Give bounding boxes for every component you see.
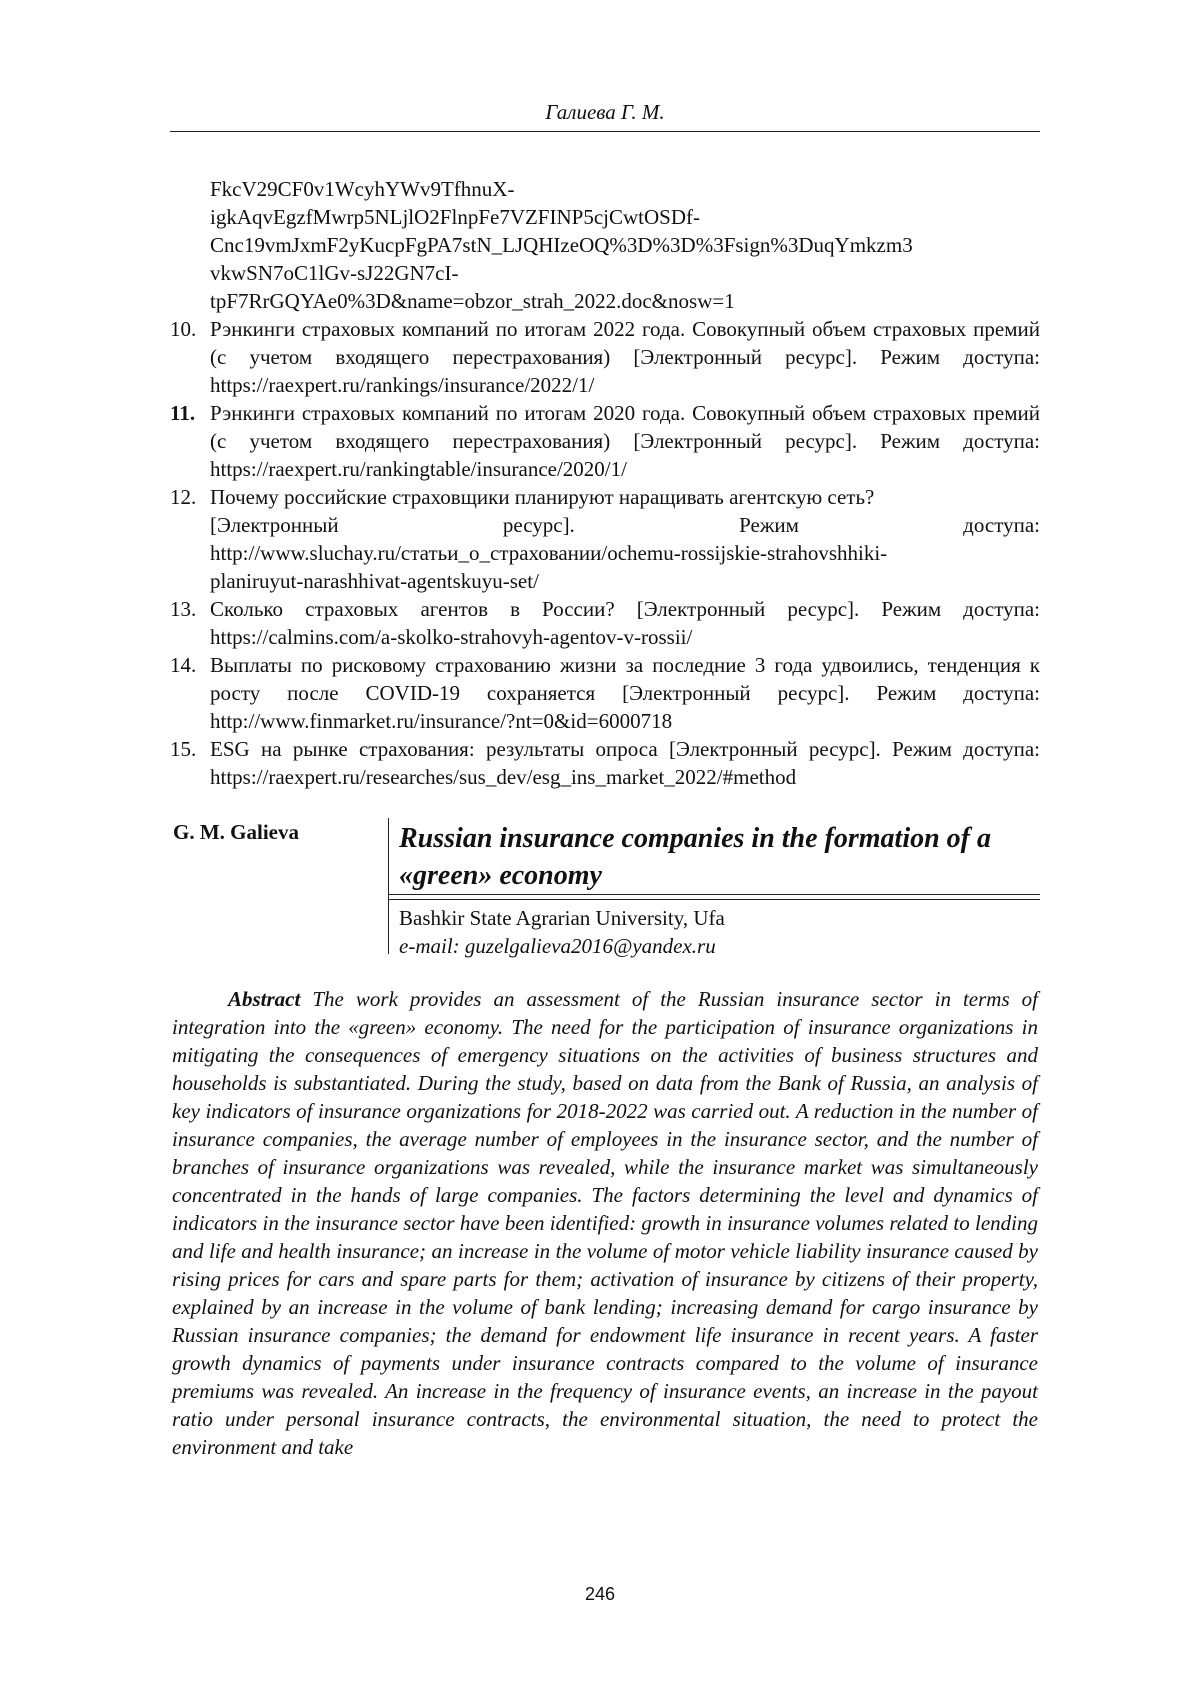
article-title-block xyxy=(388,818,1040,958)
reference-number: 14. xyxy=(170,653,197,677)
reference-item-12 xyxy=(170,483,1040,595)
reference-9-continuation xyxy=(210,175,1040,315)
url-fragment[interactable]: FkcV29CF0v1WcyhYWv9TfhnuX- xyxy=(210,177,515,201)
abstract-text: The work provides an assessment of the Russian insurance sector in terms of integration into the «green» economy. The need for the participation of insurance organizations in mitigating the consequences of emergency situations on the activities of business structures and households is substantiated. During the study, based on data from the Bank of Russia, an analysis of key indicators of insurance organizations for 2018-2022 was carried out. A reduction in the number of insurance companies, the average number of employees in the insurance sector, and the number of branches of insurance organizations was revealed, while the insurance market was simultaneously concentrated in the hands of large companies. The factors determining the level and dynamics of indicators in the insurance sector have been identified: growth in insurance volumes related to lending and life and health insurance; an increase in the volume of motor vehicle liability insurance caused by rising prices for cars and spare parts for them; activation of insurance by citizens of their property, explained by an increase in the volume of bank lending; increasing demand for cargo insurance by Russian insurance companies; the demand for endowment life insurance in recent years. A faster growth dynamics of payments under insurance contracts compared to the volume of insurance premiums was revealed. An increase in the frequency of insurance events, an increase in the payout ratio under personal insurance contracts, the environmental situation, the need to protect the environment and take xyxy=(172,987,1038,1459)
title-rule xyxy=(389,894,1040,895)
running-header: Галиева Г. М. xyxy=(545,100,665,124)
page-number: 246 xyxy=(584,1584,616,1604)
reference-text: Рэнкинги страховых компаний по итогам 2020 года. Совокупный объем страховых премий (с учетом входящего перестрахования) [Электронный ресурс]. Режим доступа: https://raexpert.ru/rankingtable/insurance/2020/1/ xyxy=(210,401,1040,481)
reference-line: Почему российские страховщики планируют наращивать агентскую сеть? xyxy=(210,485,875,509)
title-rule xyxy=(389,899,1040,900)
reference-item-10 xyxy=(170,315,1040,399)
reference-text: Выплаты по рисковому страхованию жизни за последние 3 года удвоились, тенденция к росту после COVID-19 сохраняется [Электронный ресурс]. Режим доступа: http://www.finmarket.ru/insurance/?nt=0&id=6000718 xyxy=(210,653,1040,733)
reference-url[interactable]: planiruyut-narashhivat-agentskuyu-set/ xyxy=(210,569,539,593)
reference-item-11 xyxy=(170,399,1040,483)
reference-number: 11. xyxy=(170,401,196,425)
reference-text: Рэнкинги страховых компаний по итогам 2022 года. Совокупный объем страховых премий (с учетом входящего перестрахования) [Электронный ресурс]. Режим доступа: https://raexpert.ru/rankings/insurance/2022/1/ xyxy=(210,317,1040,397)
reference-list xyxy=(170,175,1040,791)
article-author: G. M. Galieva xyxy=(173,820,299,844)
affiliation: Bashkir State Agrarian University, Ufa xyxy=(399,906,725,930)
url-fragment[interactable]: tpF7RrGQYAe0%3D&name=obzor_strah_2022.doc&nosw=1 xyxy=(210,289,735,313)
url-fragment[interactable]: vkwSN7oC1lGv-sJ22GN7cI- xyxy=(210,261,459,285)
header-rule xyxy=(170,131,1040,132)
reference-url[interactable]: http://www.sluchay.ru/статьи_о_страховании/ochemu-rossijskie-strahovshhiki- xyxy=(210,541,888,565)
abstract-label: Abstract xyxy=(228,987,301,1011)
reference-item-13 xyxy=(170,595,1040,651)
reference-number: 10. xyxy=(170,317,197,341)
reference-number: 15. xyxy=(170,737,197,761)
url-fragment[interactable]: igkAqvEgzfMwrp5NLjlO2FlnpFe7VZFINP5cjCwtOSDf- xyxy=(210,205,700,229)
reference-number: 13. xyxy=(170,597,197,621)
reference-line: [Электронный ресурс]. Режим доступа: xyxy=(210,513,1040,537)
reference-item-14 xyxy=(170,651,1040,735)
reference-item-15 xyxy=(170,735,1040,791)
url-fragment[interactable]: Cnc19vmJxmF2yKucpFgPA7stN_LJQHIzeOQ%3D%3D%3Fsign%3DuqYmkzm3 xyxy=(210,233,913,257)
reference-number: 12. xyxy=(170,485,197,509)
reference-text: Сколько страховых агентов в России? [Электронный ресурс]. Режим доступа: https://calmins.com/a-skolko-strahovyh-agentov-v-rossii/ xyxy=(210,597,1040,649)
article-title: Russian insurance companies in the formation of a «green» economy xyxy=(399,823,992,891)
affiliation-block xyxy=(399,904,725,960)
author-email[interactable]: e-mail: guzelgalieva2016@yandex.ru xyxy=(399,934,716,958)
reference-text: ESG на рынке страхования: результаты опроса [Электронный ресурс]. Режим доступа: https://raexpert.ru/researches/sus_dev/esg_ins_market_2022/#method xyxy=(210,737,1040,789)
abstract xyxy=(172,985,1038,1461)
reference-text xyxy=(210,483,1040,595)
